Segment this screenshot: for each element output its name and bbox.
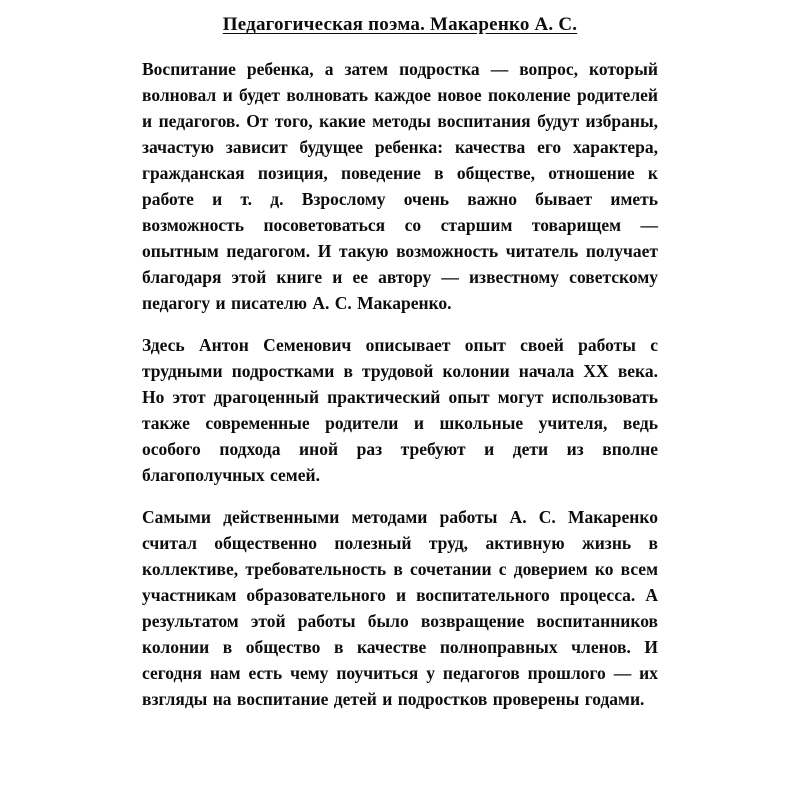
document-title: Педагогическая поэма. Макаренко А. С. xyxy=(222,14,578,35)
paragraph-methods: Самыми действенными методами работы А. С. Макаренко считал общественно полезный труд, активную жизнь в коллективе, требовательность в сочетании с доверием ко всем участникам образовательного и воспитательного процесса. А результатом этой работы было возвращение воспитанников колонии в общество в качестве полноправных членов. И сегодня нам есть чему поучиться у педагогов прошлого — их взгляды на воспитание детей и подростков проверены годами. xyxy=(142,507,658,709)
paragraph-intro: Воспитание ребенка, а затем подростка — вопрос, который волновал и будет волновать каждое новое поколение родителей и педагогов. От того, какие методы воспитания будут избраны, зачастую зависит будущее ребенка: качества его характера, гражданская позиция, поведение в обществе, отношение к работе и т. д. Взрослому очень важно бывает иметь возможность посоветоваться со старшим товарищем — опытным педагогом. И такую возможность читатель получает благодаря этой книге и ее автору — известному советскому педагогу и писателю А. С. Макаренко. xyxy=(142,59,658,313)
document-page xyxy=(142,0,658,712)
paragraph-experience: Здесь Антон Семенович описывает опыт своей работы с трудными подростками в трудовой колонии начала XX века. Но этот драгоценный практический опыт могут использовать также современные родители и школьные учителя, ведь особого подхода иной раз требуют и дети из вполне благополучных семей. xyxy=(142,335,658,485)
